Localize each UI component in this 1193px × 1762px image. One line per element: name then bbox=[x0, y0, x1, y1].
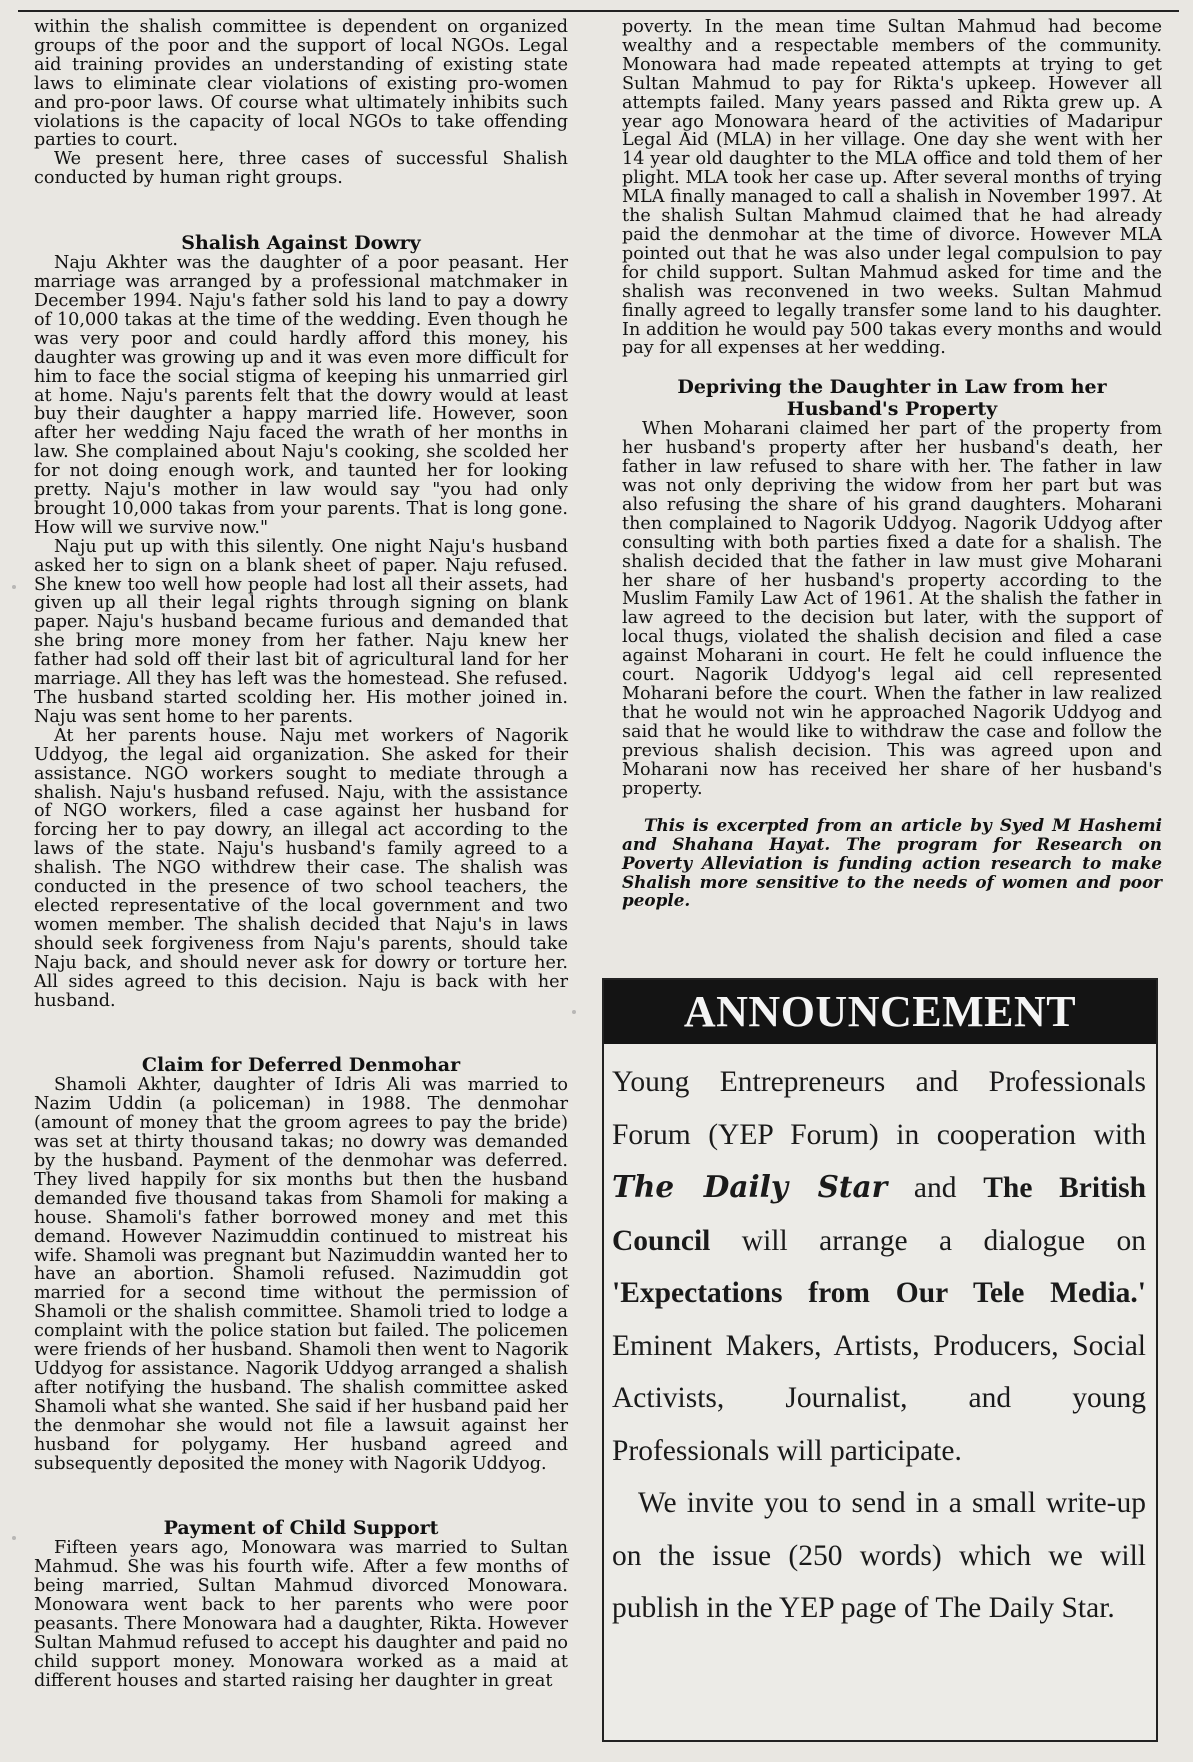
intro-paragraph-2: We present here, three cases of successful Shalish conducted by human right groups. bbox=[34, 149, 568, 189]
heading-payment-child-support: Payment of Child Support bbox=[163, 1517, 439, 1540]
announcement-body bbox=[604, 1044, 1156, 1635]
article-credit: This is excerpted from an article by Syed M Hashemi and Shahana Hayat. The program for Research on Poverty Alleviation is funding action research to make Shalish more sensitive to the needs of women and poor people. bbox=[622, 815, 1162, 911]
dialogue-topic: 'Expectations from Our Tele Media.' bbox=[612, 1277, 1146, 1309]
left-column bbox=[34, 18, 568, 1691]
scan-speck bbox=[12, 585, 16, 589]
heading-shalish-against-dowry: Shalish Against Dowry bbox=[181, 232, 421, 255]
scan-speck bbox=[12, 1536, 16, 1540]
announcement-invite: We invite you to send in a small write-up on the issue (250 words) which we will publish in the YEP page of The Daily Star. bbox=[612, 1487, 1146, 1624]
dowry-paragraph-2: Naju put up with this silently. One night Naju's husband asked her to sign on a blank sheet of paper. Naju refused. She knew too well how people had lost all their assets, had given up all their legal rights through signing on blank paper. Naju's husband became furious and demanded that she bring more money from her father. Naju knew her father had sold off their last bit of agricultural land for her marriage. All they has left was the homestead. She refused. The husband started scolding her. His mother joined in. Naju was sent home to her parents. bbox=[34, 536, 568, 727]
child-support-continued: poverty. In the mean time Sultan Mahmud had become wealthy and a respectable members of the community. Monowara had made repeated attempts at trying to get Sultan Mahmud to pay for Rikta's upkeep. However all attempts failed. Many years passed and Rikta grew up. A year ago Monowara heard of the activities of Madaripur Legal Aid (MLA) in her village. One day she went with her 14 year old daughter to the MLA office and told them of her plight. MLA took her case up. After several months of trying MLA finally managed to call a shalish in November 1997. At the shalish Sultan Mahmud claimed that he had already paid the denmohar at the time of divorce. However MLA pointed out that he was also under legal compulsion to pay for child support. Sultan Mahmud asked for time and the shalish was reconvened in two weeks. Sultan Mahmud finally agreed to legally transfer some land to his daughter. In addition he would pay 500 takas every months and would pay for all expenses at her wedding. bbox=[622, 17, 1162, 359]
announcement-text-3: will arrange a dialogue on bbox=[710, 1224, 1146, 1257]
intro-paragraph: within the shalish committee is dependent on organized groups of the poor and the support of local NGOs. Legal aid training provides an understanding of existing state laws to eliminate clear violations of existing pro-women and pro-poor laws. Of course what ultimately inhibits such violations is the capacity of local NGOs to take offending parties to court. bbox=[34, 17, 568, 151]
announcement-text-2: and bbox=[887, 1172, 984, 1204]
announcement-text bbox=[612, 1056, 1146, 1477]
child-support-paragraph: Fifteen years ago, Monowara was married to Sultan Mahmud. She was his fourth wife. After a few months of being married, Sultan Mahmud divorced Monowara. Monowara went back to her parents who were poor peasants. There Monowara had a daughter, Rikta. However Sultan Mahmud refused to accept his daughter and paid no child support money. Monowara worked as a maid at different houses and started raising her daughter in great bbox=[34, 1538, 568, 1691]
heading-depriving-daughter-in-law: Depriving the Daughter in Law from her Husband's Property bbox=[677, 376, 1107, 421]
announcement-text-4: Eminent Makers, Artists, Producers, Social Activists, Journalist, and young Professionals will participate. bbox=[612, 1329, 1146, 1467]
scan-speck bbox=[572, 1010, 576, 1014]
announcement-box bbox=[602, 978, 1158, 1742]
british-council-name: The British Council bbox=[612, 1172, 1146, 1257]
heading-claim-deferred-denmohar: Claim for Deferred Denmohar bbox=[141, 1054, 461, 1077]
announcement-title: ANNOUNCEMENT bbox=[604, 980, 1156, 1044]
announcement-text-1: Young Entrepreneurs and Professionals Forum (YEP Forum) in cooperation with bbox=[612, 1066, 1146, 1151]
property-paragraph: When Moharani claimed her part of the property from her husband's property after her husband's death, her father in law refused to share with her. The father in law was not only depriving the widow from her part but was also refusing the share of his grand daughters. Moharani then complained to Nagorik Uddyog. Nagorik Uddyog after consulting with both parties fixed a date for a shalish. The shalish decided that the father in law must give Moharani her share of her husband's property according to the Muslim Family Law Act of 1961. At the shalish the father in law agreed to the decision but later, with the support of local thugs, violated the shalish decision and filed a case against Moharani in court. He felt he could influence the court. Nagorik Uddyog's legal aid cell represented Moharani before the court. When the father in law realized that he would not win he approached Nagorik Uddyog and said that he would like to withdraw the case and follow the previous shalish decision. This was agreed upon and Moharani now has received her share of her husband's property. bbox=[622, 419, 1162, 799]
dowry-paragraph-1: Naju Akhter was the daughter of a poor peasant. Her marriage was arranged by a professional matchmaker in December 1994. Naju's father sold his land to pay a dowry of 10,000 takas at the time of the wedding. Even though he was very poor and could hardly afford this money, his daughter was growing up and it was even more difficult for him to face the social stigma of keeping his unmarried girl at home. Naju's parents felt that the dowry would at least buy their daughter a happy married life. However, soon after her wedding Naju faced the wrath of her months in law. She complained about Naju's cooking, she scolded her for not doing enough work, and taunted her for looking pretty. Naju's mother in law would say "you had only brought 10,000 takas from your parents. That is long gone. How will we survive now." bbox=[34, 253, 568, 538]
daily-star-logo-text: The Daily Star bbox=[612, 1169, 888, 1204]
top-rule bbox=[18, 10, 1179, 12]
dowry-paragraph-3: At her parents house. Naju met workers of Nagorik Uddyog, the legal aid organization. She asked for their assistance. NGO workers sought to mediate through a shalish. Naju's husband refused. Naju, with the assistance of NGO workers, filed a case against her husband for forcing her to pay dowry, an illegal act according to the laws of the state. Naju's husband's family agreed to a shalish. The NGO withdrew their case. The shalish was conducted in the presence of two school teachers, the elected representative of the local government and two women member. The shalish decided that Naju's in laws should seek forgiveness from Naju's parents, should take Naju back, and should never ask for dowry or torture her. All sides agreed to this decision. Naju is back with her husband. bbox=[34, 725, 568, 1011]
right-column bbox=[622, 18, 1162, 910]
denmohar-paragraph: Shamoli Akhter, daughter of Idris Ali was married to Nazim Uddin (a policeman) in 1988. The denmohar (amount of money that the groom agrees to pay the bride) was set at thirty thousand takas; no dowry was demanded by the husband. Payment of the denmohar was deferred. They lived happily for six months but then the husband demanded five thousand takas from Shamoli for making a house. Shamoli's father borrowed money and met this demand. However Nazimuddin continued to mistreat his wife. Shamoli was pregnant but Nazimuddin wanted her to have an abortion. Shamoli refused. Nazimuddin got married for a second time without the permission of Shamoli or the shalish committee. Shamoli tried to lodge a complaint with the police station but failed. The policemen were friends of her husband. Shamoli then went to Nagorik Uddyog for assistance. Nagorik Uddyog arranged a shalish after notifying the husband. The shalish committee asked Shamoli what she wanted. She said if her husband paid her the denmohar she would not file a lawsuit against her husband for polygamy. Her husband agreed and subsequently deposited the money with Nagorik Uddyog. bbox=[34, 1075, 568, 1474]
